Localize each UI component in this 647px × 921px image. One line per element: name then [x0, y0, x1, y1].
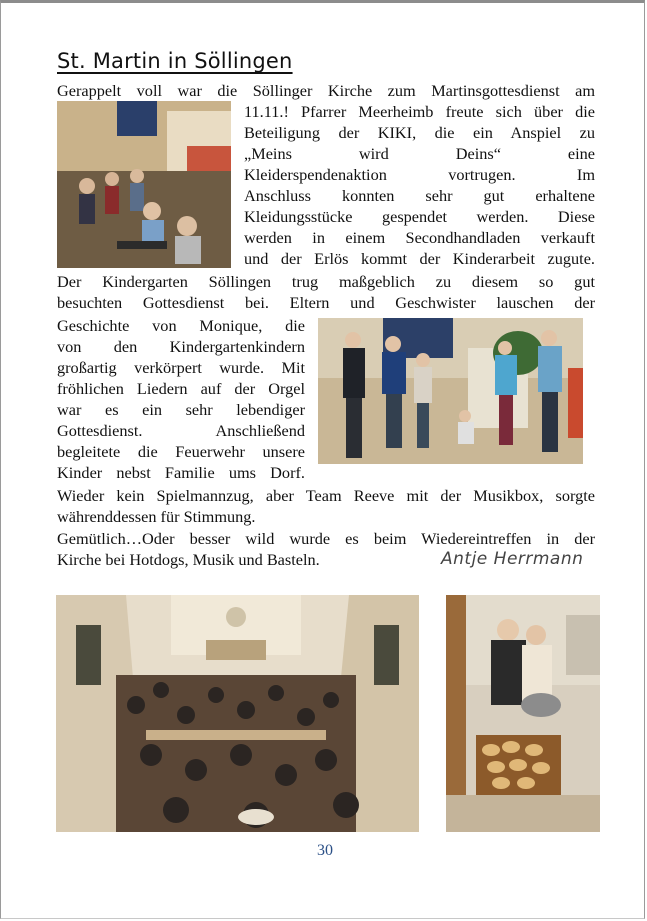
- text-line: Kleiderspendenaktion vortrugen. Im: [244, 165, 595, 184]
- text-line: fröhlichen Liedern auf der Orgel: [57, 379, 305, 398]
- text-line: großartig verkörpert wurde. Mit: [57, 358, 305, 377]
- text-line: begleitete die Feuerwehr unsere: [57, 442, 305, 461]
- text-line: werden in einem Secondhandladen verkauft: [244, 228, 595, 247]
- text-line: von den Kindergartenkindern: [57, 337, 305, 356]
- text-line: Kinder nebst Familie ums Dorf.: [57, 463, 305, 482]
- photo-children-performing: [318, 318, 583, 464]
- text-line: Anschluss konnten sehr gut erhaltene: [244, 186, 595, 205]
- photo-children-in-church: [57, 101, 231, 268]
- text-line: 11.11.! Pfarrer Meerheimb freute sich über die: [244, 102, 595, 121]
- article-title: St. Martin in Söllingen: [57, 49, 293, 73]
- text-line: und der Erlös kommt der Kinderarbeit zugute.: [244, 249, 595, 268]
- text-line: Der Kindergarten Söllingen trug maßgeblich zu diesem so gut: [57, 272, 595, 291]
- photo-bread-rolls: [446, 595, 600, 832]
- text-line: währenddessen für Stimmung.: [57, 507, 256, 526]
- text-line: Wieder kein Spielmannzug, aber Team Reeve mit der Musikbox, sorgte: [57, 486, 595, 505]
- text-line: besuchten Gottesdienst bei. Eltern und Geschwister lauschen der: [57, 293, 595, 312]
- text-line: Gemütlich…Oder besser wild wurde es beim Wiedereintreffen in der: [57, 529, 595, 548]
- text-line: „Meins wird Deins“ eine: [244, 144, 595, 163]
- text-line: war es ein sehr lebendiger: [57, 400, 305, 419]
- photo-church-crowd: [56, 595, 419, 832]
- author-signature: Antje Herrmann: [441, 549, 584, 569]
- page-number: 30: [317, 842, 333, 859]
- text-line: Gerappelt voll war die Söllinger Kirche zum Martinsgottesdienst am: [57, 81, 595, 100]
- text-line: Kleidungsstücke gespendet werden. Diese: [244, 207, 595, 226]
- text-line: Geschichte von Monique, die: [57, 316, 305, 335]
- text-line: Gottesdienst. Anschließend: [57, 421, 305, 440]
- text-line: Beteiligung der KIKI, die ein Anspiel zu: [244, 123, 595, 142]
- text-line: Kirche bei Hotdogs, Musik und Basteln.: [57, 550, 320, 569]
